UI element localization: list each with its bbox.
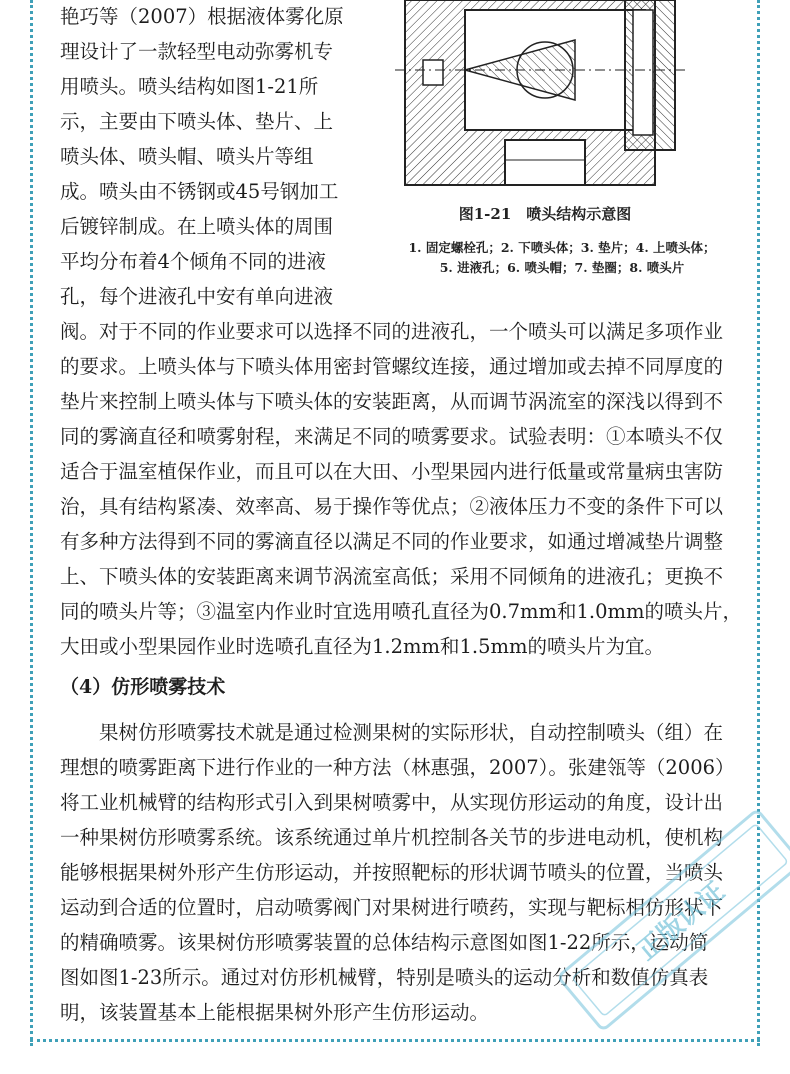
text-line: 图如图1-23所示。通过对仿形机械臂，特别是喷头的运动分析和数值仿真表 xyxy=(60,966,709,989)
text-line: 将工业机械臂的结构形式引入到果树喷雾中，从实现仿形运动的角度，设计出 xyxy=(60,791,724,814)
figure-legend-line-1: 1. 固定螺栓孔；2. 下喷头体；3. 垫片；4. 上喷头体； xyxy=(408,240,716,255)
text-line: 适合于温室植保作业，而且可以在大田、小型果园内进行低量或常量病虫害防 xyxy=(60,460,724,483)
nozzle-structure-diagram xyxy=(395,0,695,190)
text-line: 治，具有结构紧凑、效率高、易于操作等优点；②液体压力不变的条件下可以 xyxy=(60,495,724,518)
text-line: 孔，每个进液孔中安有单向进液 xyxy=(60,285,334,308)
text-line: 一种果树仿形喷雾系统。该系统通过单片机控制各关节的步进电动机，使机构 xyxy=(60,826,724,849)
stamp-text: 正版认证 xyxy=(631,876,731,967)
text-line: 后镀锌制成。在上喷头体的周围 xyxy=(60,215,334,238)
text-line: 垫片来控制上喷头体与下喷头体的安装距离，从而调节涡流室的深浅以得到不 xyxy=(60,390,724,413)
text-line: 同的雾滴直径和喷雾射程，来满足不同的喷雾要求。试验表明：①本喷头不仅 xyxy=(60,425,724,448)
text-line: 运动到合适的位置时，启动喷雾阀门对果树进行喷药，实现与靶标相仿形状下 xyxy=(60,896,724,919)
page-border-bottom xyxy=(30,1039,760,1042)
text-line: 有多种方法得到不同的雾滴直径以满足不同的作业要求，如通过增减垫片调整 xyxy=(60,530,724,553)
page-border-right xyxy=(757,0,760,1046)
text-line: 示，主要由下喷头体、垫片、上 xyxy=(60,110,334,133)
text-line: 理想的喷雾距离下进行作业的一种方法（林惠强，2007）。张建瓴等（2006） xyxy=(60,756,735,779)
text-line: 平均分布着4个倾角不同的进液 xyxy=(60,250,326,273)
text-line: 大田或小型果园作业时选喷孔直径为1.2mm和1.5mm的喷头片为宜。 xyxy=(60,635,664,658)
text-line: 用喷头。喷头结构如图1-21所 xyxy=(60,75,319,98)
text-line: 理设计了一款轻型电动弥雾机专 xyxy=(60,40,334,63)
page-border-left xyxy=(30,0,33,1046)
text-line: 上、下喷头体的安装距离来调节涡流室高低；采用不同倾角的进液孔；更换不 xyxy=(60,565,724,588)
text-line: 成。喷头由不锈钢或45号钢加工 xyxy=(60,180,339,203)
text-line: 明，该装置基本上能根据果树外形产生仿形运动。 xyxy=(60,1001,490,1024)
section-heading: （4）仿形喷雾技术 xyxy=(60,676,226,698)
text-line: 阀。对于不同的作业要求可以选择不同的进液孔，一个喷头可以满足多项作业 xyxy=(60,320,724,343)
text-line: 能够根据果树外形产生仿形运动，并按照靶标的形状调节喷头的位置，当喷头 xyxy=(60,861,724,884)
text-line: 的要求。上喷头体与下喷头体用密封管螺纹连接，通过增加或去掉不同厚度的 xyxy=(60,355,724,378)
text-line: 同的喷头片等；③温室内作业时宜选用喷孔直径为0.7mm和1.0mm的喷头片， xyxy=(60,600,742,623)
figure-legend-line-2: 5. 进液孔；6. 喷头帽；7. 垫圈；8. 喷头片 xyxy=(439,260,685,275)
text-line: 喷头体、喷头帽、喷头片等组 xyxy=(60,145,314,168)
text-line: 的精确喷雾。该果树仿形喷雾装置的总体结构示意图如图1-22所示，运动简 xyxy=(60,931,709,954)
figure-caption: 图1-21 喷头结构示意图 xyxy=(458,205,632,223)
text-line: 果树仿形喷雾技术就是通过检测果树的实际形状，自动控制喷头（组）在 xyxy=(60,721,724,744)
text-line: 艳巧等（2007）根据液体雾化原 xyxy=(60,5,344,28)
